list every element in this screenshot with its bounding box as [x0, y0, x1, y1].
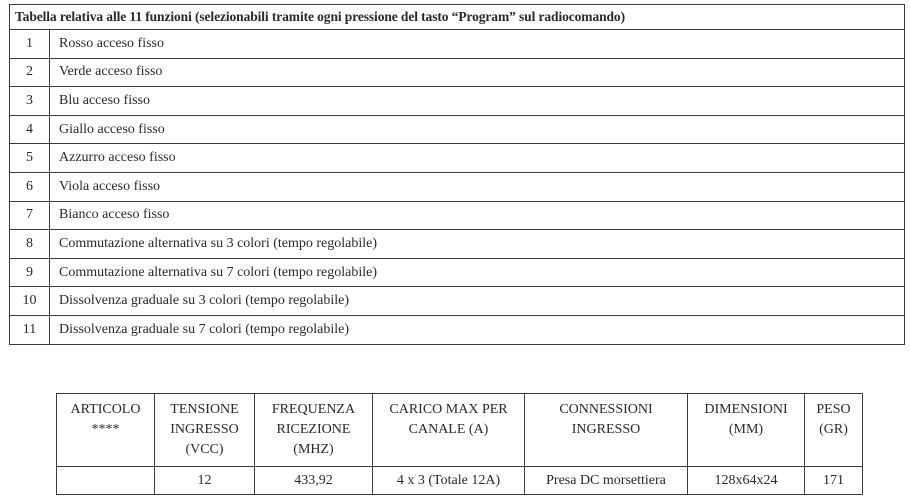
spec-header-tensione: TENSIONE INGRESSO (VCC): [155, 394, 255, 467]
spec-value-peso: 171: [805, 467, 863, 495]
function-row-9: [10, 258, 905, 287]
spec-value-articolo: [57, 467, 155, 495]
function-description: Commutazione alternativa su 7 colori (tempo regolabile): [50, 258, 905, 287]
function-description: Blu acceso fisso: [50, 87, 905, 116]
spec-header-connessioni: CONNESSIONI INGRESSO: [525, 394, 688, 467]
function-number: 7: [10, 201, 50, 230]
function-number: 5: [10, 144, 50, 173]
functions-table: [9, 4, 905, 345]
function-number: 3: [10, 87, 50, 116]
function-description: Bianco acceso fisso: [50, 201, 905, 230]
spec-value-connessioni: Presa DC morsettiera: [525, 467, 688, 495]
spec-value-dimensioni: 128x64x24: [688, 467, 805, 495]
function-description: Rosso acceso fisso: [50, 30, 905, 59]
function-number: 10: [10, 287, 50, 316]
function-description: Azzurro acceso fisso: [50, 144, 905, 173]
function-row-8: [10, 230, 905, 259]
function-row-3: [10, 87, 905, 116]
specs-header-row: [57, 394, 863, 467]
spec-value-tensione: 12: [155, 467, 255, 495]
function-description: Giallo acceso fisso: [50, 115, 905, 144]
function-row-2: [10, 58, 905, 87]
spec-header-carico: CARICO MAX PER CANALE (A): [373, 394, 525, 467]
specs-table: [56, 393, 863, 495]
functions-table-title-row: [10, 5, 905, 30]
spec-header-peso: PESO (GR): [805, 394, 863, 467]
function-number: 4: [10, 115, 50, 144]
function-number: 11: [10, 315, 50, 344]
function-description: Viola acceso fisso: [50, 172, 905, 201]
function-number: 9: [10, 258, 50, 287]
function-row-5: [10, 144, 905, 173]
spec-value-frequenza: 433,92: [255, 467, 373, 495]
function-description: Commutazione alternativa su 3 colori (tempo regolabile): [50, 230, 905, 259]
function-description: Dissolvenza graduale su 3 colori (tempo regolabile): [50, 287, 905, 316]
function-row-11: [10, 315, 905, 344]
function-row-4: [10, 115, 905, 144]
function-row-7: [10, 201, 905, 230]
function-description: Verde acceso fisso: [50, 58, 905, 87]
function-number: 6: [10, 172, 50, 201]
spec-header-frequenza: FREQUENZA RICEZIONE (MHZ): [255, 394, 373, 467]
spec-value-carico: 4 x 3 (Totale 12A): [373, 467, 525, 495]
function-number: 2: [10, 58, 50, 87]
function-row-6: [10, 172, 905, 201]
spec-header-dimensioni: DIMENSIONI (MM): [688, 394, 805, 467]
function-row-10: [10, 287, 905, 316]
function-row-1: [10, 30, 905, 59]
functions-table-title: Tabella relativa alle 11 funzioni (selezionabili tramite ogni pressione del tasto “Program” sul radiocomando): [10, 5, 905, 30]
specs-value-row: [57, 467, 863, 495]
function-number: 1: [10, 30, 50, 59]
function-number: 8: [10, 230, 50, 259]
spec-header-articolo: ARTICOLO ****: [57, 394, 155, 467]
function-description: Dissolvenza graduale su 7 colori (tempo regolabile): [50, 315, 905, 344]
